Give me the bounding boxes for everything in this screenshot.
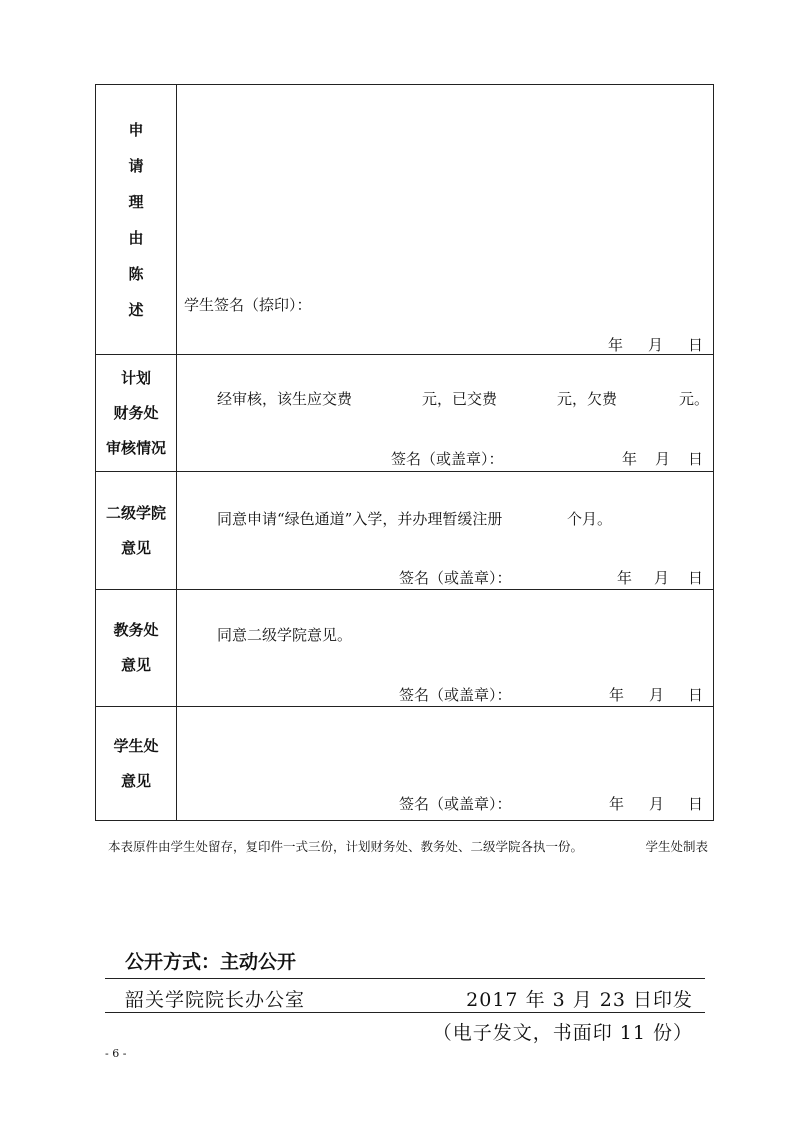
label-line: 意见	[120, 771, 151, 790]
issuing-office: 韶关学院院长办公室	[125, 989, 306, 1011]
date-month: 月	[648, 336, 664, 354]
copies-note: （电子发文，书面印 11 份）	[432, 1022, 693, 1044]
date-month: 月	[655, 450, 671, 468]
date-day: 日	[688, 795, 704, 813]
date-day: 日	[688, 686, 704, 704]
publication-mode: 公开方式：主动公开	[125, 951, 297, 973]
finance-owed-text: 元，欠费	[557, 390, 618, 408]
college-content-cell[interactable]	[177, 472, 714, 590]
divider-line	[105, 978, 705, 979]
date-day: 日	[688, 450, 704, 468]
finance-review-text: 经审核，该生应交费	[217, 390, 353, 408]
label-char: 陈	[128, 264, 144, 283]
label-line: 财务处	[113, 403, 159, 422]
divider-line	[105, 1012, 705, 1013]
label-char: 述	[128, 300, 144, 319]
date-year: 年	[609, 686, 625, 704]
label-line: 意见	[120, 538, 151, 557]
date-year: 年	[617, 569, 633, 587]
footnote-text: 本表原件由学生处留存，复印件一式三份，计划财务处、教务处、二级学院各执一份。	[108, 839, 584, 854]
label-char: 请	[128, 156, 144, 175]
label-line: 审核情况	[105, 438, 166, 457]
row-label-student-affairs	[96, 707, 177, 821]
row-label-reason	[96, 85, 177, 355]
form-maker: 学生处制表	[645, 839, 708, 854]
label-line: 学生处	[113, 736, 159, 755]
label-char: 理	[128, 192, 144, 211]
form-row-college	[96, 472, 714, 590]
form-row-reason	[96, 85, 714, 355]
date-month: 月	[649, 686, 665, 704]
date-year: 年	[608, 336, 624, 354]
form-row-finance	[96, 355, 714, 472]
signature-label: 签名（或盖章）：	[399, 795, 512, 813]
application-form-table	[95, 84, 714, 821]
date-day: 日	[688, 569, 704, 587]
label-line: 二级学院	[105, 503, 166, 522]
finance-content-cell[interactable]	[177, 355, 714, 472]
finance-yuan-text: 元。	[679, 390, 710, 408]
reason-content-cell[interactable]	[177, 85, 714, 355]
date-month: 月	[654, 569, 670, 587]
label-line: 计划	[120, 368, 151, 387]
date-year: 年	[609, 795, 625, 813]
date-day: 日	[688, 336, 704, 354]
academic-opinion-text: 同意二级学院意见。	[217, 626, 353, 644]
issue-date: 2017 年 3 月 23 日印发	[466, 989, 693, 1011]
row-label-academic	[96, 590, 177, 707]
college-opinion-text: 同意申请“绿色通道”入学，并办理暂缓注册	[217, 510, 503, 528]
row-label-finance	[96, 355, 177, 472]
label-char: 由	[128, 228, 144, 247]
form-row-academic	[96, 590, 714, 707]
date-year: 年	[622, 450, 638, 468]
row-label-college	[96, 472, 177, 590]
finance-paid-text: 元，已交费	[422, 390, 498, 408]
date-month: 月	[649, 795, 665, 813]
signature-label: 签名（或盖章）：	[391, 450, 504, 468]
form-footnote	[108, 837, 708, 855]
form-row-student-affairs	[96, 707, 714, 821]
college-months-text: 个月。	[567, 510, 613, 528]
label-line: 意见	[120, 656, 151, 674]
signature-label: 签名（或盖章）：	[399, 686, 512, 704]
label-line: 教务处	[113, 621, 159, 639]
student-affairs-content-cell[interactable]	[177, 707, 714, 821]
academic-content-cell[interactable]	[177, 590, 714, 707]
label-char: 申	[128, 120, 144, 139]
student-signature-label: 学生签名（捺印）：	[184, 296, 312, 314]
signature-label: 签名（或盖章）：	[399, 569, 512, 587]
page-number: - 6 -	[105, 1047, 127, 1060]
